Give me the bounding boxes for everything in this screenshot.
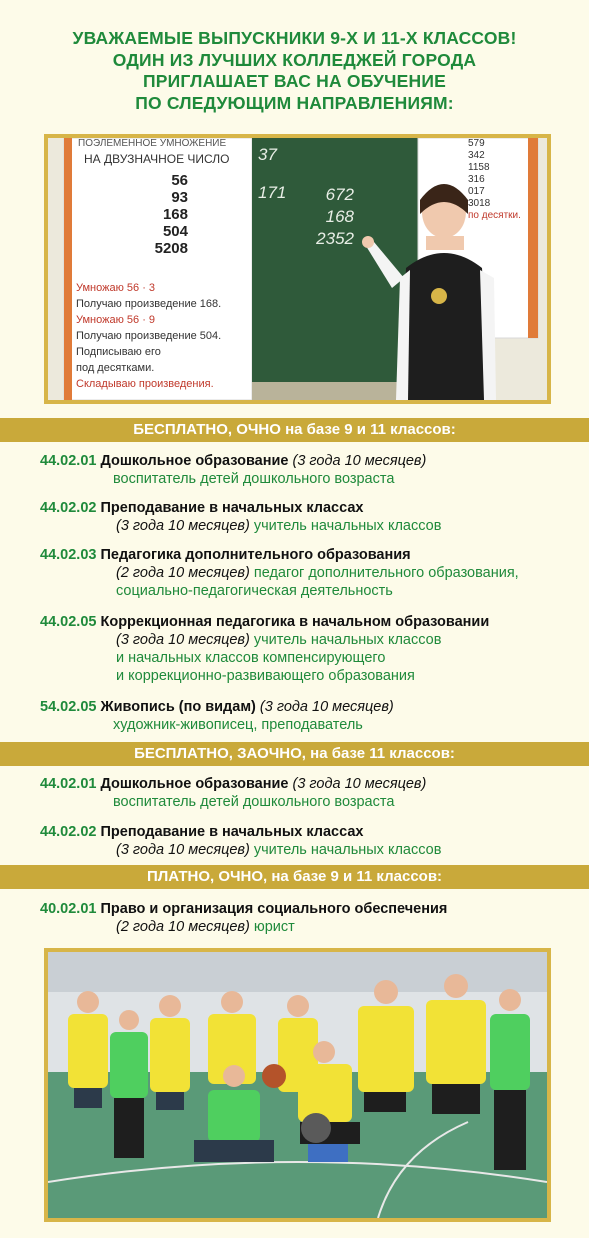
header-line: ПРИГЛАШАЕТ ВАС НА ОБУЧЕНИЕ (143, 71, 446, 91)
program-duration: (2 года 10 месяцев) (116, 919, 250, 935)
right-line: 1158 (468, 162, 490, 173)
program-title: Право и организация социального обеспечения (100, 901, 448, 917)
right-line: 3018 (468, 198, 491, 209)
program-detail (40, 517, 581, 535)
program-qualification: и начальных классов компенсирующего (116, 650, 386, 666)
program-qualification: педагог дополнительного образования, (253, 565, 519, 581)
program-duration: (3 года 10 месяцев) (116, 632, 250, 648)
program-duration: (3 года 10 месяцев) (292, 453, 427, 469)
program-code: 40.02.01 (40, 901, 97, 917)
program-duration: (3 года 10 месяцев) (259, 699, 394, 715)
program-qualification: воспитатель детей дошкольного возраста (113, 794, 395, 810)
board-line: 2352 (316, 229, 354, 248)
mult-line: 504 (162, 223, 188, 240)
program-detail (40, 564, 581, 582)
program-title: Дошкольное образование (100, 776, 289, 792)
step-line: Умножаю 56 · 3 (76, 282, 156, 294)
program-title: Преподавание в начальных классах (100, 824, 364, 840)
step-line: Умножаю 56 · 9 (76, 314, 156, 326)
program-duration: (3 года 10 месяцев) (116, 518, 250, 534)
mult-line: 5208 (154, 240, 188, 257)
students-group-photo (44, 948, 551, 1222)
program-title: Преподавание в начальных классах (100, 500, 364, 516)
program-qualification: воспитатель детей дошкольного возраста (113, 471, 395, 487)
right-line: 316 (468, 174, 485, 185)
program-qualification: юрист (253, 919, 295, 935)
section-band-paid-full-time: ПЛАТНО, ОЧНО, на базе 9 и 11 классов: (0, 865, 589, 889)
program-code: 44.02.02 (40, 500, 97, 516)
program-qualification: и коррекционно-развивающего образования (116, 668, 415, 684)
header-line: ПО СЛЕДУЮЩИМ НАПРАВЛЕНИЯМ: (135, 92, 454, 113)
right-line: 579 (468, 138, 485, 149)
right-line: 342 (468, 150, 485, 161)
program-item (40, 499, 581, 535)
program-item (40, 452, 581, 488)
mult-line: 168 (162, 206, 188, 223)
poster-top-text: ПОЭЛЕМЕННОЕ УМНОЖЕНИЕ (78, 138, 227, 149)
right-line: по десятки. (468, 210, 521, 221)
program-detail (40, 841, 581, 859)
program-code: 44.02.05 (40, 614, 97, 630)
program-item (40, 823, 581, 859)
program-title: Дошкольное образование (100, 453, 289, 469)
program-qualification: социально-педагогическая деятельность (116, 583, 393, 599)
program-item (40, 900, 581, 936)
program-duration: (3 года 10 месяцев) (292, 776, 427, 792)
program-item (40, 546, 581, 600)
program-detail (40, 918, 581, 936)
program-code: 44.02.01 (40, 453, 97, 469)
board-writing-right (310, 184, 354, 250)
step-line: Подписываю его (76, 346, 161, 358)
program-code: 54.02.05 (40, 699, 97, 715)
program-code: 44.02.01 (40, 776, 97, 792)
classroom-photo (44, 134, 551, 404)
board-line: 37 (258, 145, 277, 164)
program-qualification: учитель начальных классов (253, 842, 442, 858)
mult-line: 93 (171, 189, 188, 206)
right-line: 017 (468, 186, 485, 197)
step-line: Получаю произведение 504. (76, 330, 222, 342)
header-line: ОДИН ИЗ ЛУЧШИХ КОЛЛЕДЖЕЙ ГОРОДА (112, 49, 477, 70)
program-qualification: учитель начальных классов (253, 632, 442, 648)
poster-title: НА ДВУЗНАЧНОЕ ЧИСЛО (84, 152, 230, 166)
program-item (40, 698, 581, 734)
program-qualification: художник-живописец, преподаватель (113, 717, 363, 733)
board-line: 672 (325, 185, 354, 204)
program-duration: (2 года 10 месяцев) (116, 565, 250, 581)
program-code: 44.02.02 (40, 824, 97, 840)
board-line: 171 (258, 183, 287, 202)
right-poster-numbers (468, 138, 521, 222)
program-duration: (3 года 10 месяцев) (116, 842, 250, 858)
gym-illustration (48, 952, 547, 1218)
section-band-part-time-free: БЕСПЛАТНО, ЗАОЧНО, на базе 11 классов: (0, 742, 589, 766)
program-item (40, 775, 581, 811)
poster-multiplication (146, 172, 188, 257)
program-title: Живопись (по видам) (100, 699, 256, 715)
page-header (0, 28, 589, 114)
program-code: 44.02.03 (40, 547, 97, 563)
poster-steps (76, 280, 221, 392)
program-qualification: учитель начальных классов (253, 518, 442, 534)
header-line: УВАЖАЕМЫЕ ВЫПУСКНИКИ 9-Х И 11-Х КЛАССОВ! (72, 28, 517, 48)
program-title: Коррекционная педагогика в начальном образовании (100, 614, 490, 630)
board-line: 168 (325, 207, 354, 226)
step-line: Получаю произведение 168. (76, 298, 222, 310)
program-title: Педагогика дополнительного образования (100, 547, 411, 563)
program-item (40, 613, 581, 685)
board-writing (258, 144, 286, 204)
section-band-full-time-free: БЕСПЛАТНО, ОЧНО на базе 9 и 11 классов: (0, 418, 589, 442)
step-line: Складываю произведения. (76, 378, 214, 390)
step-line: под десятками. (76, 362, 155, 374)
mult-line: 56 (171, 172, 188, 189)
program-detail (40, 631, 581, 649)
